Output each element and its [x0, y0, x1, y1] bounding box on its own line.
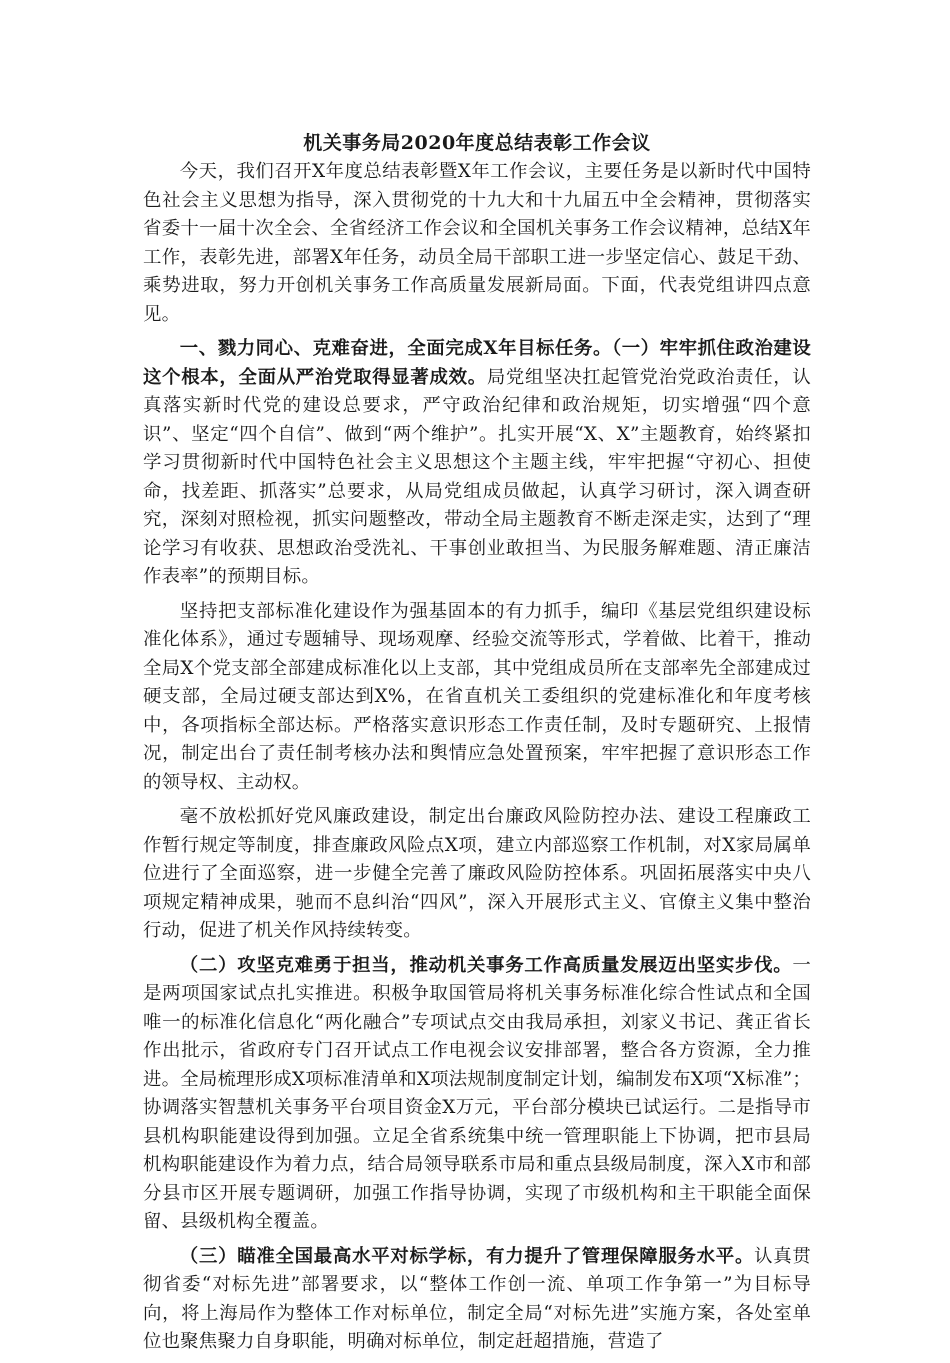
paragraph-text: 认真贯彻省委“对标先进”部署要求，以“整体工作创一流、单项工作争第一”为目标导向，将上海局作为整体工作对标单位，制定全局“对标先进”实施方案，各处室单位也聚焦聚力自身职能，明确对标单位，制定赶超措施，营造了 — [143, 1245, 811, 1352]
paragraph-text: 一是两项国家试点扎实推进。积极争取国管局将机关事务标准化综合性试点和全国唯一的标准化信息化“两化融合”专项试点交由我局承担，刘家义书记、龚正省长作出批示，省政府专门召开试点工作电视会议安排部署，整合各方资源，全力推进。全局梳理形成X项标准清单和X项法规制度制定计划，编制发布X项“X标准”；协调落实智慧机关事务平台项目资金X万元，平台部分模块已试运行。二是指导市县机构职能建设得到加强。立足全省系统集中统一管理职能上下协调，把市县局机构职能建设作为着力点，结合局领导联系市局和重点县级局制度，深入X市和部分县市区开展专题调研，加强工作指导协调，实现了市级机构和主干职能全面保留、县级机构全覆盖。 — [143, 954, 811, 1232]
document-page — [143, 128, 811, 1363]
paragraph-text: 今天，我们召开X年度总结表彰暨X年工作会议，主要任务是以新时代中国特色社会主义思想为指导，深入贯彻党的十九大和十九届五中全会精神，贯彻落实省委十一届十次全会、全省经济工作会议和全国机关事务工作会议精神，总结X年工作，表彰先进，部署X年任务，动员全局干部职工进一步坚定信心、鼓足干劲、乘势进取，努力开创机关事务工作高质量发展新局面。下面，代表党组讲四点意见。 — [143, 161, 811, 325]
paragraph-3 — [143, 598, 811, 798]
paragraph-text: 坚持把支部标准化建设作为强基固本的有力抓手，编印《基层党组织建设标准化体系》，通过专题辅导、现场观摩、经验交流等形式，学着做、比着干，推动全局X个党支部全部建成标准化以上支部，其中党组成员所在支部率先全部建成过硬支部，全局过硬支部达到X%，在省直机关工委组织的党建标准化和年度考核中，各项指标全部达标。严格落实意识形态工作责任制，及时专题研究、上报情况，制定出台了责任制考核办法和舆情应急处置预案，牢牢把握了意识形态工作的领导权、主动权。 — [143, 600, 811, 793]
paragraph-5 — [143, 952, 811, 1237]
paragraph-4 — [143, 803, 811, 946]
paragraph-6 — [143, 1243, 811, 1357]
paragraph-2 — [143, 335, 811, 592]
paragraph-text: 局党组坚决扛起管党治党政治责任，认真落实新时代党的建设总要求，严守政治纪律和政治规矩，切实增强“四个意识”、坚定“四个自信”、做到“两个维护”。扎实开展“X、X”主题教育，始终紧扣学习贯彻新时代中国特色社会主义思想这个主题主线，牢牢把握“守初心、担使命，找差距、抓落实”总要求，从局党组成员做起，认真学习研讨，深入调查研究，深刻对照检视，抓实问题整改，带动全局主题教育不断走深走实，达到了“理论学习有收获、思想政治受洗礼、干事创业敢担当、为民服务解难题、清正廉洁作表率”的预期目标。 — [143, 366, 812, 587]
paragraph-1 — [143, 158, 811, 329]
paragraph-text: 毫不放松抓好党风廉政建设，制定出台廉政风险防控办法、建设工程廉政工作暂行规定等制度，排查廉政风险点X项，建立内部巡察工作机制，对X家局属单位进行了全面巡察，进一步健全完善了廉政风险防控体系。巩固拓展落实中央八项规定精神成果，驰而不息纠治“四风”，深入开展形式主义、官僚主义集中整治行动，促进了机关作风持续转变。 — [143, 806, 811, 941]
section-heading-3: （三）瞄准全国最高水平对标学标，有力提升了管理保障服务水平。 — [179, 1245, 755, 1267]
section-heading-1: 一、戮力同心、克难奋进，全面完成X年目标任务。（一）牢牢抓住政治建设这个根本，全面从严治党取得显著成效。 — [143, 338, 811, 388]
section-heading-2: （二）攻坚克难勇于担当，推动机关事务工作高质量发展迈出坚实步伐。 — [179, 954, 793, 976]
document-title: 机关事务局2020年度总结表彰工作会议 — [303, 132, 651, 154]
